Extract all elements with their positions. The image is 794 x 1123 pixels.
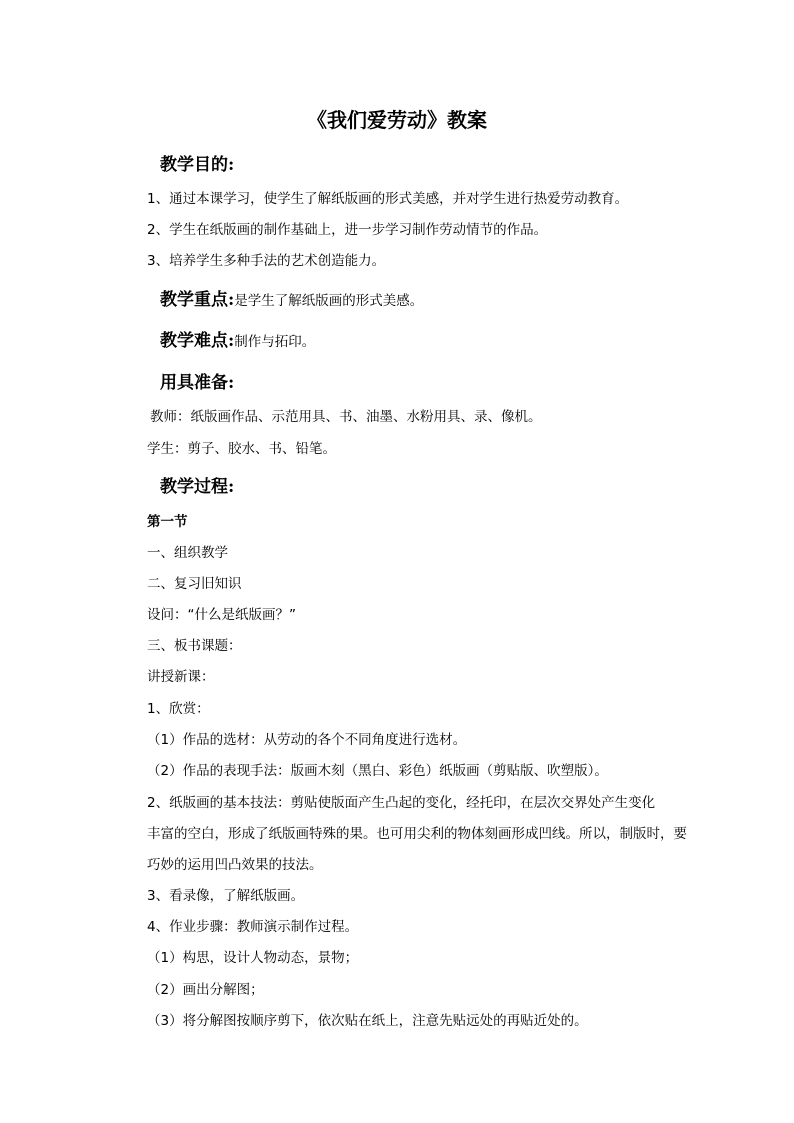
key-point-text: 是学生了解纸版画的形式美感。	[234, 293, 424, 309]
process-line: （2）画出分解图；	[147, 982, 264, 998]
process-line: （2）作品的表现手法：版画木刻（黑白、彩色）纸版画（剪贴版、吹塑版）。	[147, 763, 608, 779]
process-line: 设问：“什么是纸版画？”	[147, 607, 296, 623]
process-line: 1、欣赏：	[147, 701, 210, 717]
technique-line: 2、纸版画的基本技法：剪贴使版面产生凸起的变化，经托印，在层次交界处产生变化	[147, 795, 656, 811]
materials-heading: 用具准备:	[160, 373, 235, 393]
process-line: （1）作品的选材：从劳动的各个不同角度进行选材。	[147, 732, 467, 748]
process-line: （3）将分解图按顺序剪下，依次贴在纸上，注意先贴远处的再贴近处的。	[147, 1013, 588, 1029]
materials-teacher: 教师：纸版画作品、示范用具、书、油墨、水粉用具、录、像机。	[150, 409, 542, 425]
difficulty-label: 教学难点:	[160, 331, 235, 351]
objective-item: 2、学生在纸版画的制作基础上，进一步学习制作劳动情节的作品。	[147, 222, 548, 238]
process-heading: 教学过程:	[160, 477, 235, 497]
process-line: 4、作业步骤：教师演示制作过程。	[147, 919, 359, 935]
document-title: 《我们爱劳动》教案	[307, 108, 487, 132]
process-line: （1）构思，设计人物动态，景物；	[147, 950, 359, 966]
process-line: 一、组织教学	[147, 545, 228, 561]
objective-item: 1、通过本课学习，使学生了解纸版画的形式美感，并对学生进行热爱劳动教育。	[147, 191, 629, 207]
technique-line: 丰富的空白，形成了纸版画特殊的果。也可用尖利的物体刻画形成凹线。所以，制版时，要	[147, 826, 687, 842]
section-title: 第一节	[147, 514, 188, 530]
key-point-row	[160, 285, 423, 310]
process-line: 二、复习旧知识	[147, 576, 242, 592]
process-line: 讲授新课：	[147, 669, 215, 685]
difficulty-text: 制作与拓印。	[234, 334, 316, 350]
objectives-heading: 教学目的:	[160, 155, 235, 175]
process-line: 3、看录像，了解纸版画。	[147, 888, 305, 904]
technique-line: 巧妙的运用凹凸效果的技法。	[147, 857, 323, 873]
difficulty-row	[160, 326, 315, 351]
key-point-label: 教学重点:	[160, 290, 235, 310]
process-line: 三、板书课题：	[147, 638, 242, 654]
materials-student: 学生：剪子、胶水、书、铅笔。	[147, 441, 336, 457]
objective-item: 3、培养学生多种手法的艺术创造能力。	[147, 253, 386, 269]
